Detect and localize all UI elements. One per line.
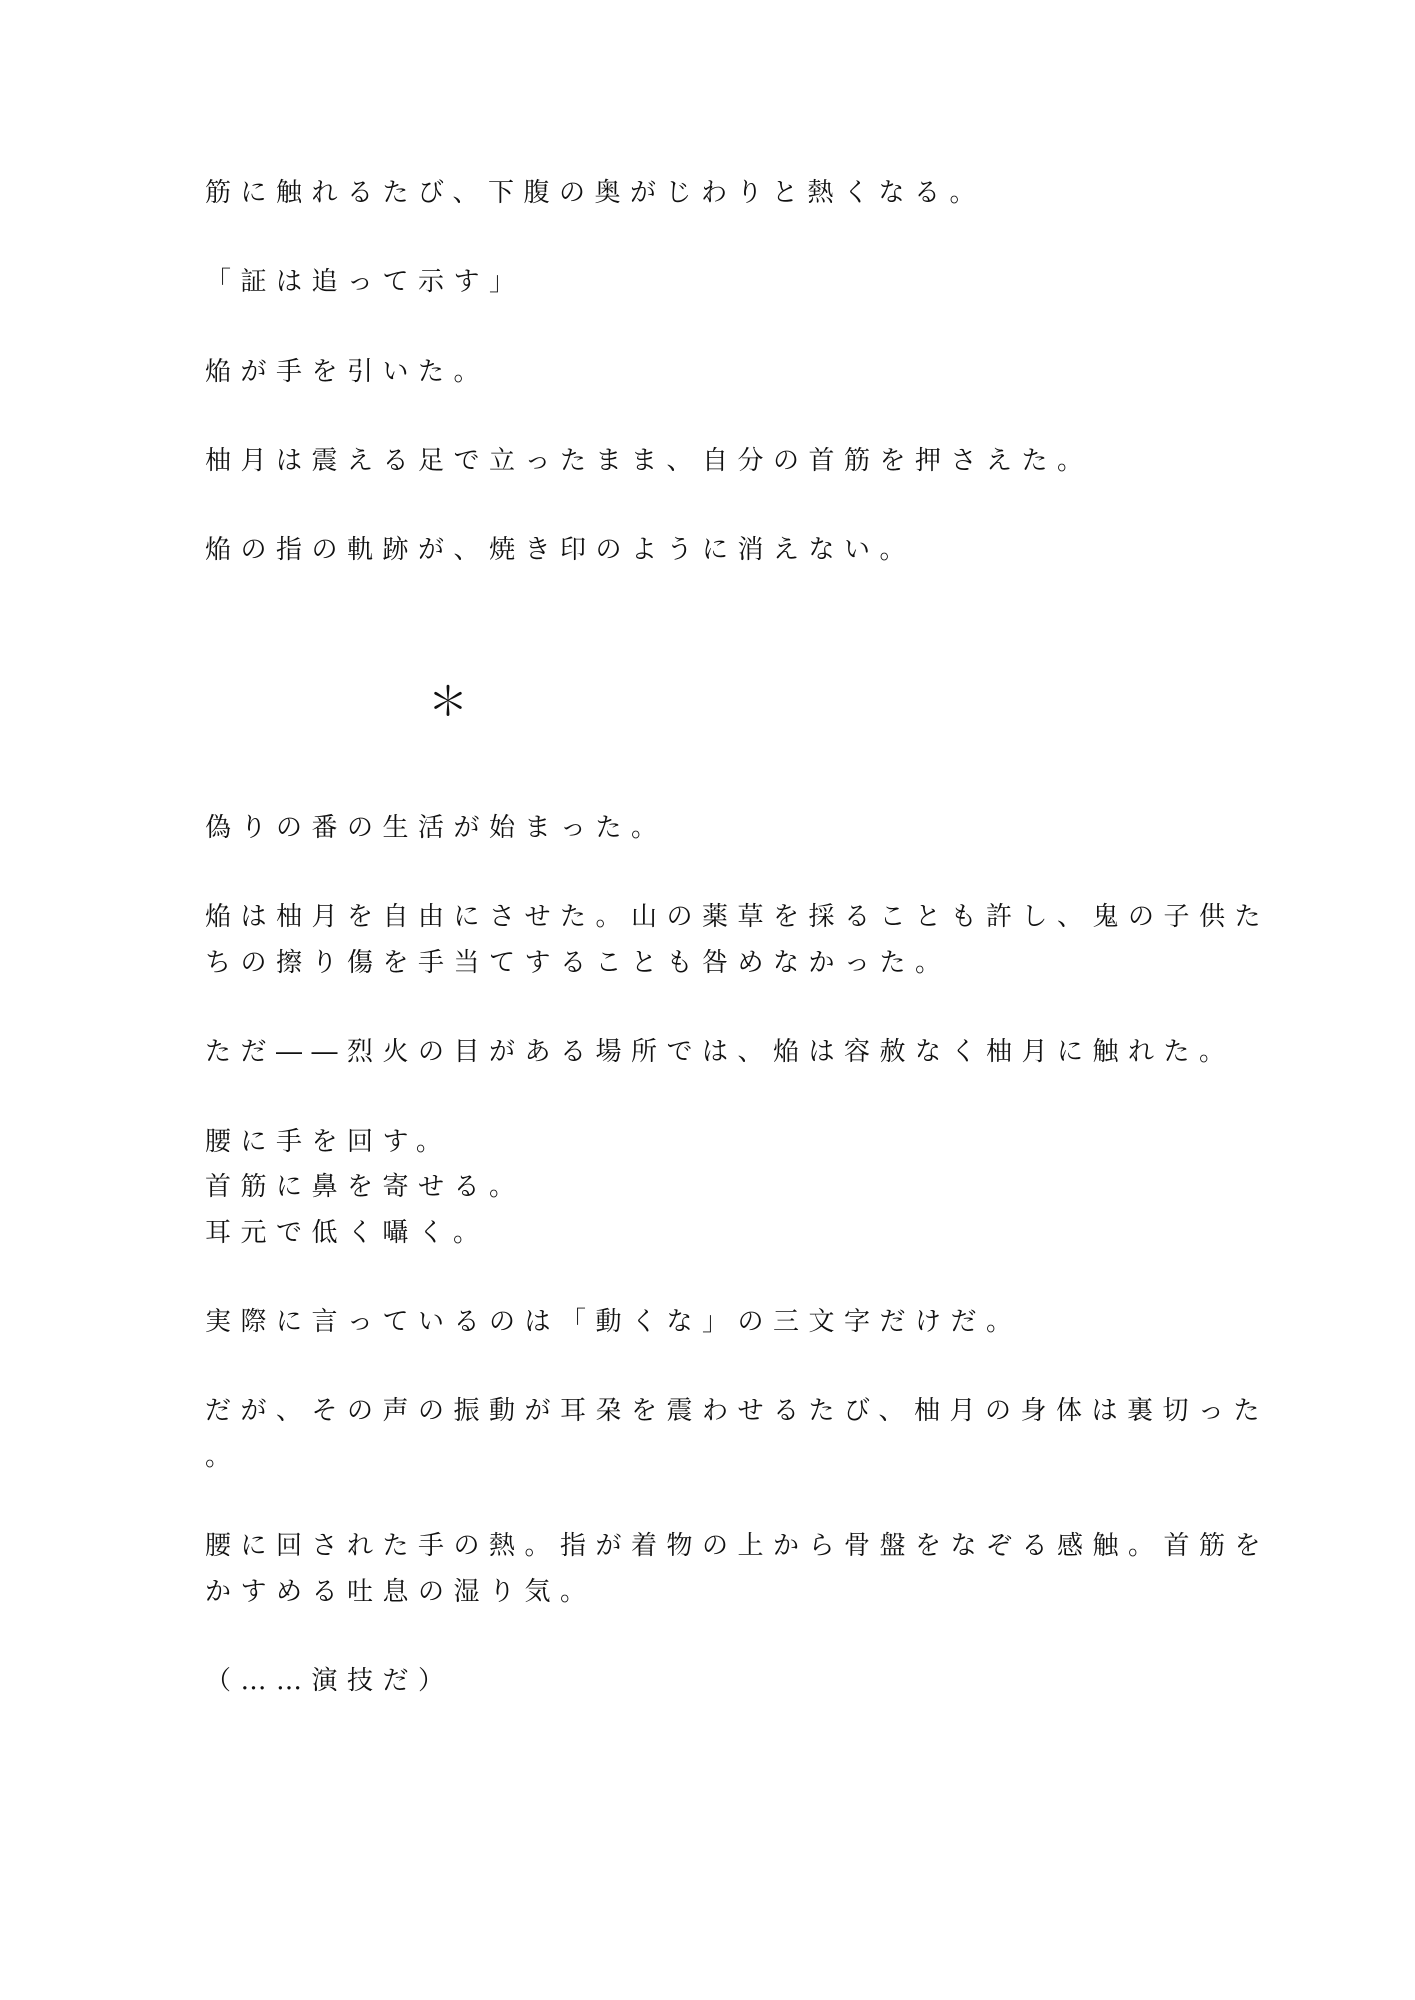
scene-break-asterisk: ＊ [428,679,468,725]
paragraph-line: 腰に回された手の熱。指が着物の上から骨盤をなぞる感触。首筋を [205,1531,1271,1561]
paragraph-line: 筋に触れるたび、下腹の奥がじわりと熱くなる。 [205,178,985,208]
paragraph-line: かすめる吐息の湿り気。 [205,1577,596,1607]
paragraph-line: 焔の指の軌跡が、焼き印のように消えない。 [205,535,916,565]
paragraph-line: ちの擦り傷を手当てすることも咎めなかった。 [205,948,951,978]
paragraph-line: 偽りの番の生活が始まった。 [205,813,667,843]
paragraph-line: ただ――烈火の目がある場所では、焔は容赦なく柚月に触れた。 [205,1037,1235,1067]
paragraph-line: 首筋に鼻を寄せる。 [205,1172,525,1202]
paragraph-line: 実際に言っているのは「動くな」の三文字だけだ。 [205,1307,1022,1337]
paragraph-line: 腰に手を回す。 [205,1127,452,1157]
paragraph-line: だが、その声の振動が耳朶を震わせるたび、柚月の身体は裏切った [205,1396,1269,1426]
paragraph-line: 。 [205,1442,241,1472]
paragraph-line: 柚月は震える足で立ったまま、自分の首筋を押さえた。 [205,446,1093,476]
paragraph-line: 焔は柚月を自由にさせた。山の薬草を採ることも許し、鬼の子供た [205,902,1271,932]
paragraph-line: 耳元で低く囁く。 [205,1218,489,1248]
dialogue-line: 「証は追って示す」 [205,267,525,297]
inner-thought-line: （……演技だ） [205,1666,454,1696]
paragraph-line: 焔が手を引いた。 [205,357,490,387]
